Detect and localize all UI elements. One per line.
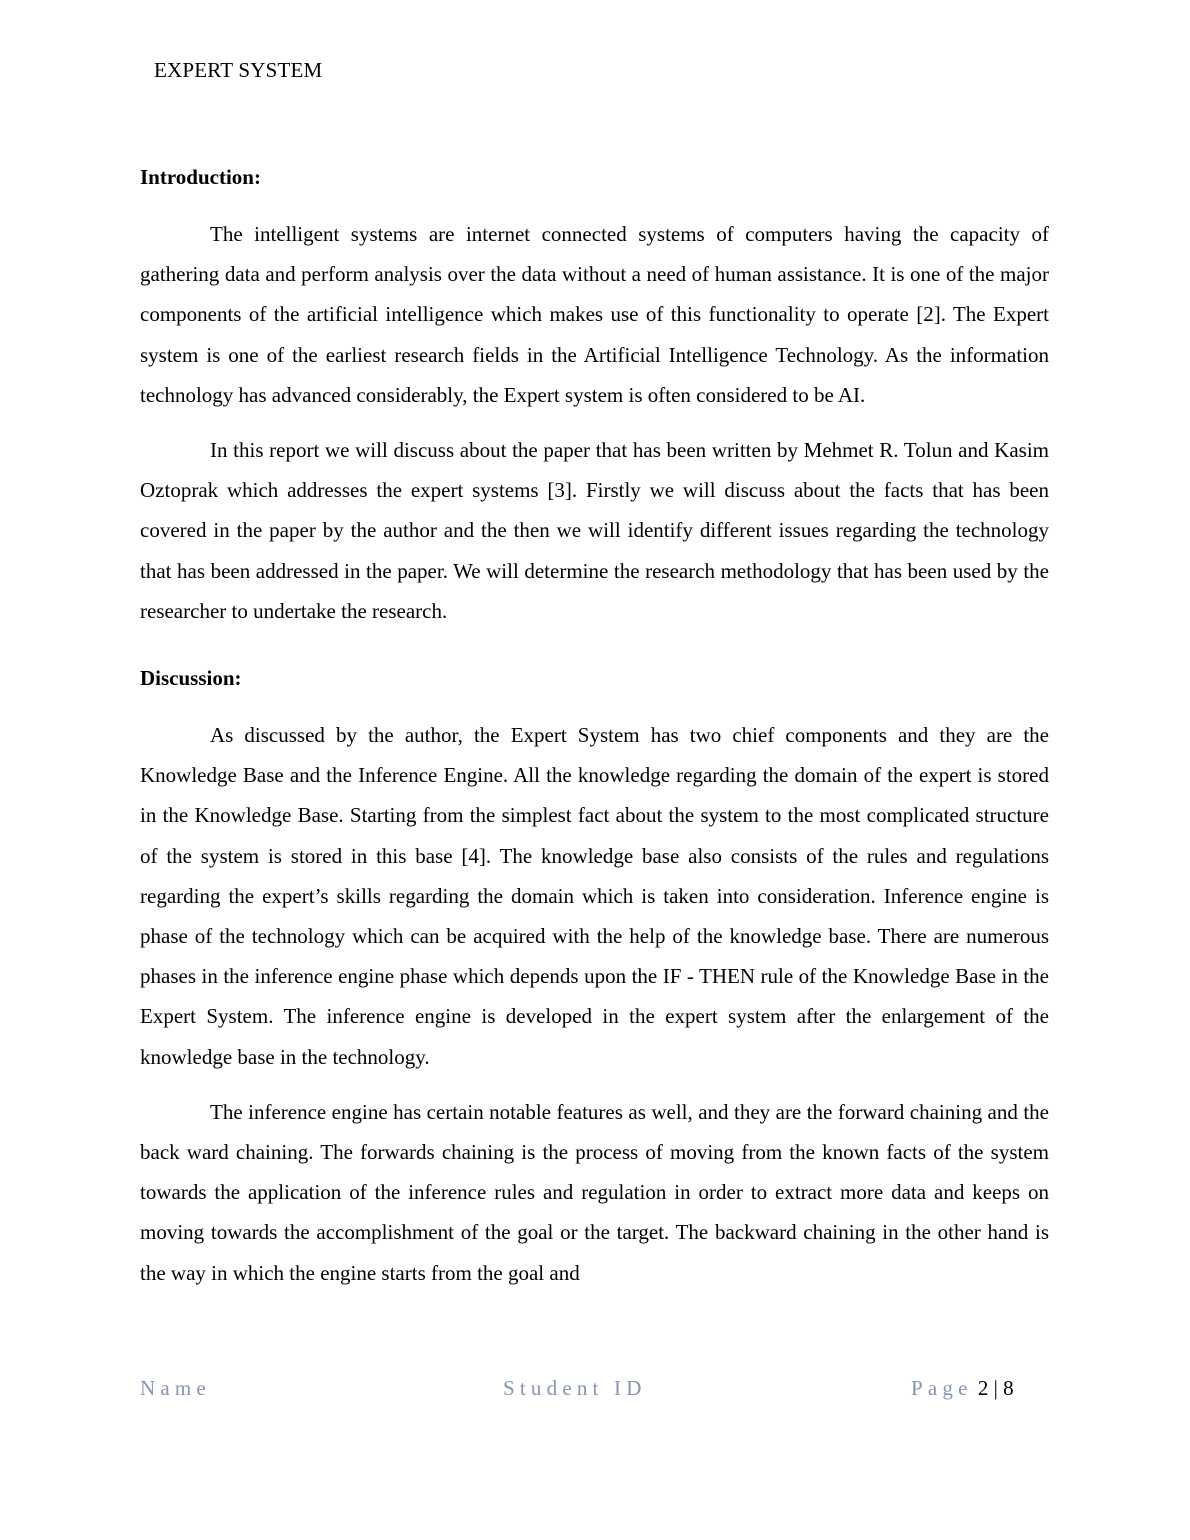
footer-page-label: Page — [911, 1376, 973, 1400]
heading-introduction: Introduction: — [140, 165, 261, 189]
page-footer — [140, 1373, 1049, 1403]
paragraph-intro-1: The intelligent systems are internet connected systems of computers having the capacity of gathering data and perform analysis over the data without a need of human assistance. It is one of the major components of the artificial intelligence which makes use of this functionality to operate [2]. The Expert system is one of the earliest research fields in the Artificial Intelligence Technology. As the information technology has advanced considerably, the Expert system is often considered to be AI. — [140, 222, 1049, 407]
footer-page — [911, 1373, 1014, 1403]
footer-student-id: Student ID — [503, 1376, 647, 1400]
paragraph-discussion-2: The inference engine has certain notable features as well, and they are the forward chaining and the back ward chaining. The forwards chaining is the process of moving from the known facts of the system towards the application of the inference rules and regulation in order to extract more data and keeps on moving towards the accomplishment of the goal or the target. The backward chaining in the other hand is the way in which the engine starts from the goal and — [140, 1099, 1049, 1285]
paragraph-discussion-1: As discussed by the author, the Expert System has two chief components and they are the Knowledge Base and the Inference Engine. All the knowledge regarding the domain of the expert is stored in the Knowledge Base. Starting from the simplest fact about the system to the most complicated structure of the system is stored in this base [4]. The knowledge base also consists of the rules and regulations regarding the expert’s skills regarding the domain which is taken into consideration. Inference engine is phase of the technology which can be acquired with the help of the knowledge base. There are numerous phases in the inference engine phase which depends upon the IF - THEN rule of the Knowledge Base in the Expert System. The inference engine is developed in the expert system after the enlargement of the knowledge base in the technology. — [140, 723, 1049, 1069]
footer-name: Name — [140, 1376, 211, 1400]
body-content — [140, 162, 1049, 1308]
running-head: EXPERT SYSTEM — [154, 58, 323, 82]
footer-page-number: 2 | 8 — [977, 1376, 1014, 1400]
paragraph-intro-2: In this report we will discuss about the paper that has been written by Mehmet R. Tolun and Kasim Oztoprak which addresses the expert systems [3]. Firstly we will discuss about the facts that has been covered in the paper by the author and the then we will identify different issues regarding the technology that has been addressed in the paper. We will determine the research methodology that has been used by the researcher to undertake the research. — [140, 438, 1049, 623]
heading-discussion: Discussion: — [140, 666, 242, 691]
